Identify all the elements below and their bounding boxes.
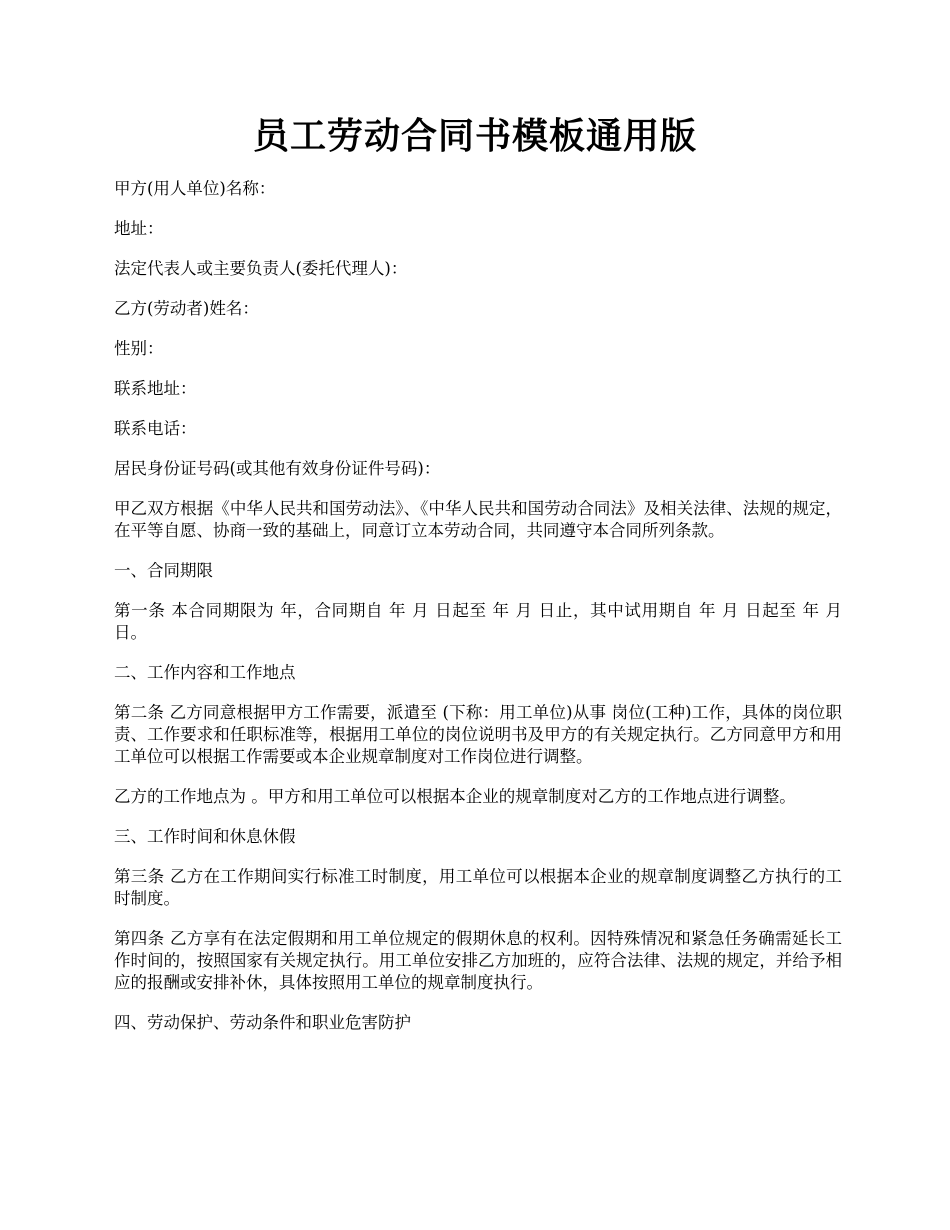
preamble-paragraph: 甲乙双方根据《中华人民共和国劳动法》、《中华人民共和国劳动合同法》及相关法律、法规的规定，在平等自愿、协商一致的基础上，同意订立本劳动合同，共同遵守本合同所列条款。: [114, 499, 842, 540]
legal-representative: 法定代表人或主要负责人(委托代理人)：: [114, 259, 408, 278]
article-3: 第三条 乙方在工作期间实行标准工时制度，用工单位可以根据本企业的规章制度调整乙方执行的工时制度。: [114, 867, 842, 908]
work-location-paragraph: 乙方的工作地点为 。甲方和用工单位可以根据本企业的规章制度对乙方的工作地点进行调整。: [114, 787, 796, 806]
party-b-phone: 联系电话：: [114, 419, 197, 438]
article-4: 第四条 乙方享有在法定假期和用工单位规定的假期休息的权利。因特殊情况和紧急任务确需延长工作时间的，按照国家有关规定执行。用工单位安排乙方加班的，应符合法律、法规的规定，并给予相应的报酬或安排补休，具体按照用工单位的规章制度执行。: [114, 929, 842, 992]
article-1: 第一条 本合同期限为 年，合同期自 年 月 日起至 年 月 日止，其中试用期自 年 月 日起至 年 月 日。: [114, 601, 842, 642]
party-b-contact-address: 联系地址：: [114, 379, 197, 398]
article-2: 第二条 乙方同意根据甲方工作需要，派遣至 (下称：用工单位)从事 岗位(工种)工作，具体的岗位职责、工作要求和任职标准等，根据用工单位的岗位说明书及甲方的有关规定执行。乙方同意甲方和用工单位可以根据工作需要或本企业规章制度对工作岗位进行调整。: [114, 703, 842, 766]
section-heading-labor-protection: 四、劳动保护、劳动条件和职业危害防护: [114, 1013, 411, 1032]
section-heading-working-hours: 三、工作时间和休息休假: [114, 827, 296, 846]
party-b-name: 乙方(劳动者)姓名：: [114, 299, 259, 318]
section-heading-work-content: 二、工作内容和工作地点: [114, 663, 296, 682]
document-body: [114, 178, 842, 1052]
party-b-gender: 性别：: [114, 339, 164, 358]
party-a-address: 地址：: [114, 219, 164, 238]
document-title: 员工劳动合同书模板通用版: [252, 115, 697, 157]
party-a-name: 甲方(用人单位)名称：: [114, 179, 276, 198]
party-b-id-number: 居民身份证号码(或其他有效身份证件号码)：: [114, 459, 441, 478]
section-heading-term: 一、合同期限: [114, 561, 213, 580]
